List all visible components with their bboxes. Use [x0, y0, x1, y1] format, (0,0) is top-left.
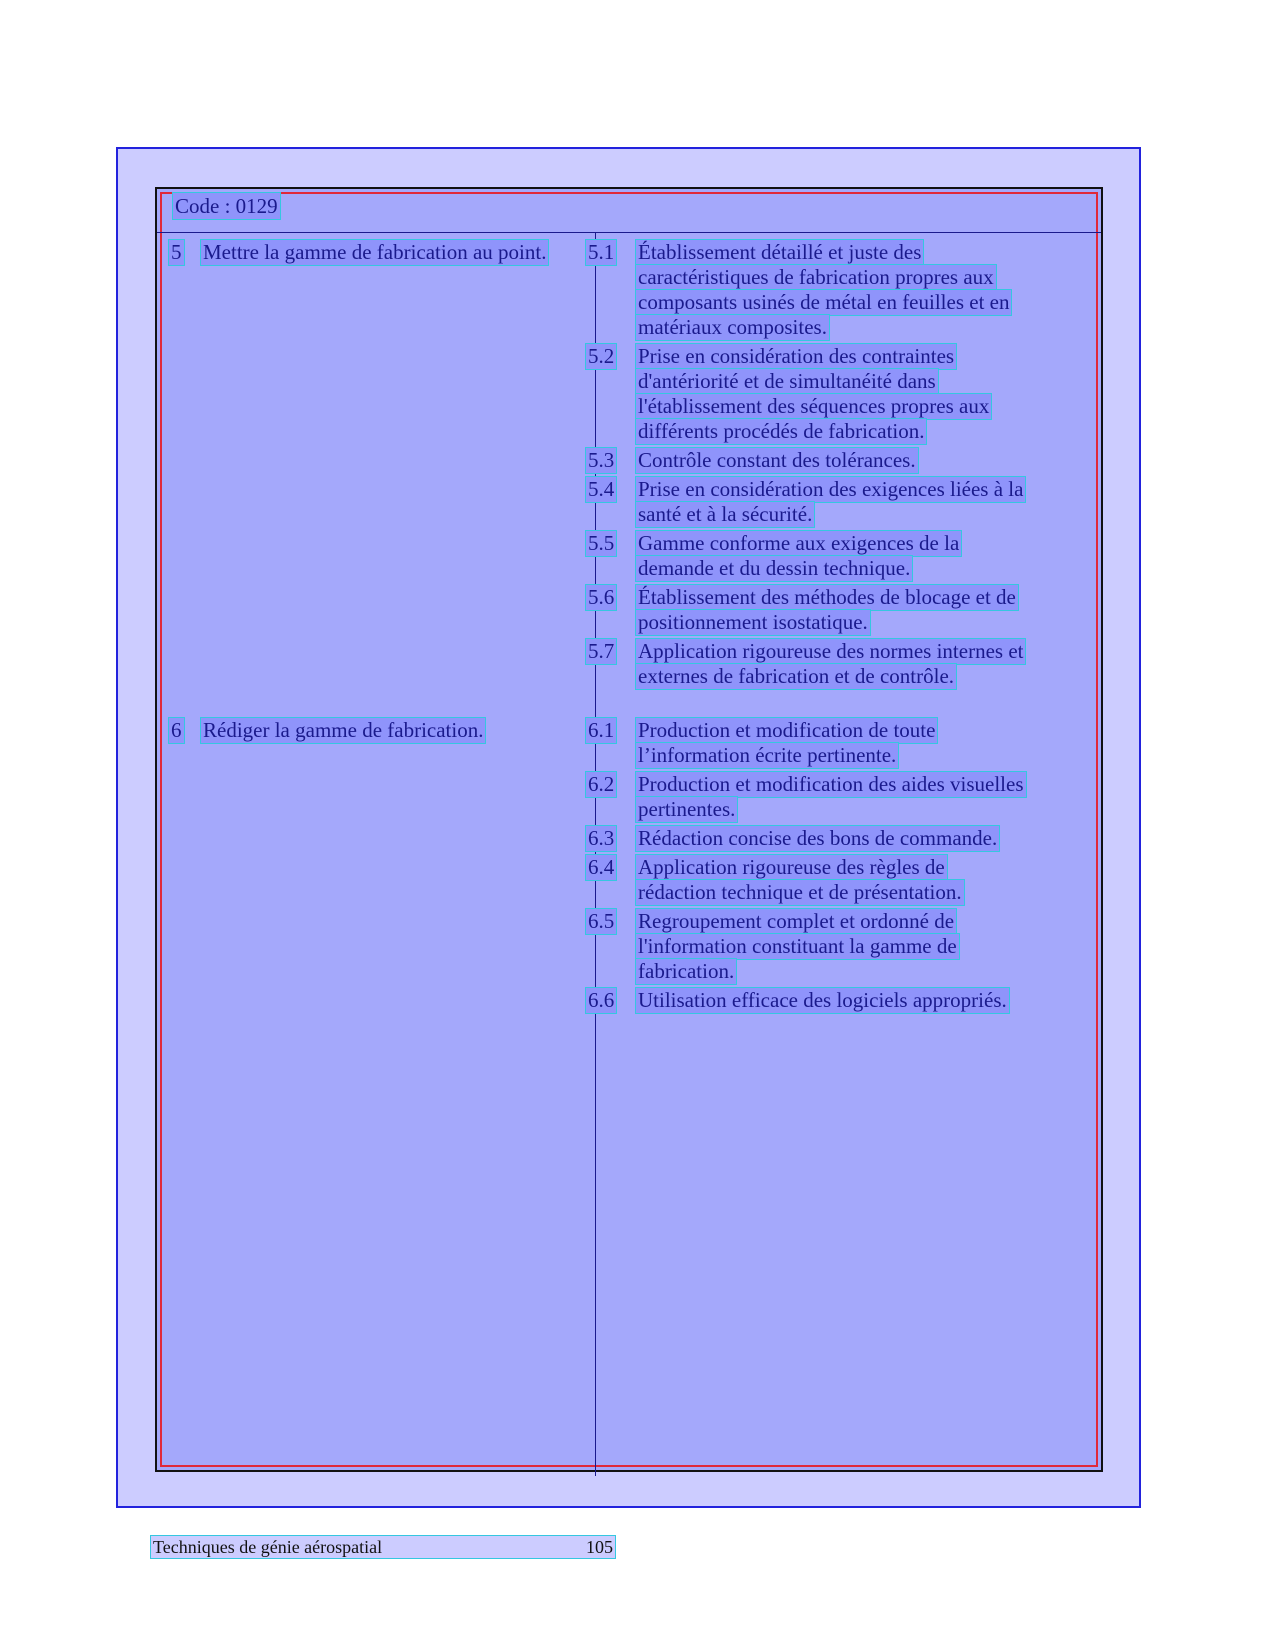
- code-row: [157, 189, 1101, 233]
- criterion-text-line: Production et modification de toute: [638, 718, 936, 742]
- criterion-text-line: Production et modification des aides visuelles: [638, 772, 1024, 796]
- criterion-number: 6.5: [588, 909, 615, 933]
- criterion-text-line: d'antériorité et de simultanéité dans: [638, 369, 936, 393]
- criterion-text-line: Rédaction concise des bons de commande.: [638, 826, 998, 850]
- criterion-number: 5.4: [588, 477, 615, 501]
- competency-table: [155, 187, 1103, 1472]
- criterion-number: 5.2: [588, 344, 615, 368]
- criterion-text-line: Établissement détaillé et juste des: [638, 240, 922, 264]
- section-number: 5: [171, 240, 182, 264]
- criterion-text-line: Prise en considération des exigences liées à la: [638, 477, 1024, 501]
- criterion-number: 6.6: [588, 988, 615, 1012]
- criterion-text-line: pertinentes.: [638, 797, 736, 821]
- criterion-text-line: Contrôle constant des tolérances.: [638, 448, 916, 472]
- code-label: Code : 0129: [175, 194, 278, 218]
- criterion-number: 5.6: [588, 585, 615, 609]
- criterion-text-line: santé et à la sécurité.: [638, 502, 813, 526]
- criterion-text-line: matériaux composites.: [638, 315, 827, 339]
- criterion-number: 5.7: [588, 639, 615, 663]
- criterion-text-line: composants usinés de métal en feuilles et en: [638, 290, 1010, 314]
- section-number: 6: [171, 718, 182, 742]
- criterion-text-line: Établissement des méthodes de blocage et de: [638, 585, 1016, 609]
- page-number: 105: [586, 1537, 613, 1557]
- criterion-number: 5.1: [588, 240, 615, 264]
- criterion-text-line: caractéristiques de fabrication propres aux: [638, 265, 994, 289]
- criterion-text-line: l'établissement des séquences propres aux: [638, 394, 990, 418]
- criterion-text-line: rédaction technique et de présentation.: [638, 880, 962, 904]
- criterion-text-line: Prise en considération des contraintes: [638, 344, 955, 368]
- criterion-number: 6.4: [588, 855, 615, 879]
- criterion-text-line: Gamme conforme aux exigences de la: [638, 531, 960, 555]
- section-title: Rédiger la gamme de fabrication.: [203, 718, 484, 742]
- criterion-number: 5.5: [588, 531, 615, 555]
- criterion-text-line: Application rigoureuse des normes internes et: [638, 639, 1024, 663]
- criterion-number: 6.1: [588, 718, 615, 742]
- criterion-number: 6.2: [588, 772, 615, 796]
- criterion-text-line: Application rigoureuse des règles de: [638, 855, 945, 879]
- page-footer: [151, 1536, 615, 1558]
- criterion-text-line: fabrication.: [638, 959, 735, 983]
- criterion-text-line: demande et du dessin technique.: [638, 556, 911, 580]
- criterion-text-line: l’information écrite pertinente.: [638, 743, 897, 767]
- criterion-text-line: Utilisation efficace des logiciels appropriés.: [638, 988, 1007, 1012]
- criterion-text-line: positionnement isostatique.: [638, 610, 868, 634]
- criterion-text-line: différents procédés de fabrication.: [638, 419, 925, 443]
- criterion-text-line: externes de fabrication et de contrôle.: [638, 664, 955, 688]
- footer-title: Techniques de génie aérospatial: [153, 1537, 383, 1557]
- criterion-number: 5.3: [588, 448, 615, 472]
- criterion-text-line: l'information constituant la gamme de: [638, 934, 957, 958]
- section-title: Mettre la gamme de fabrication au point.: [203, 240, 547, 264]
- criterion-number: 6.3: [588, 826, 615, 850]
- criterion-text-line: Regroupement complet et ordonné de: [638, 909, 955, 933]
